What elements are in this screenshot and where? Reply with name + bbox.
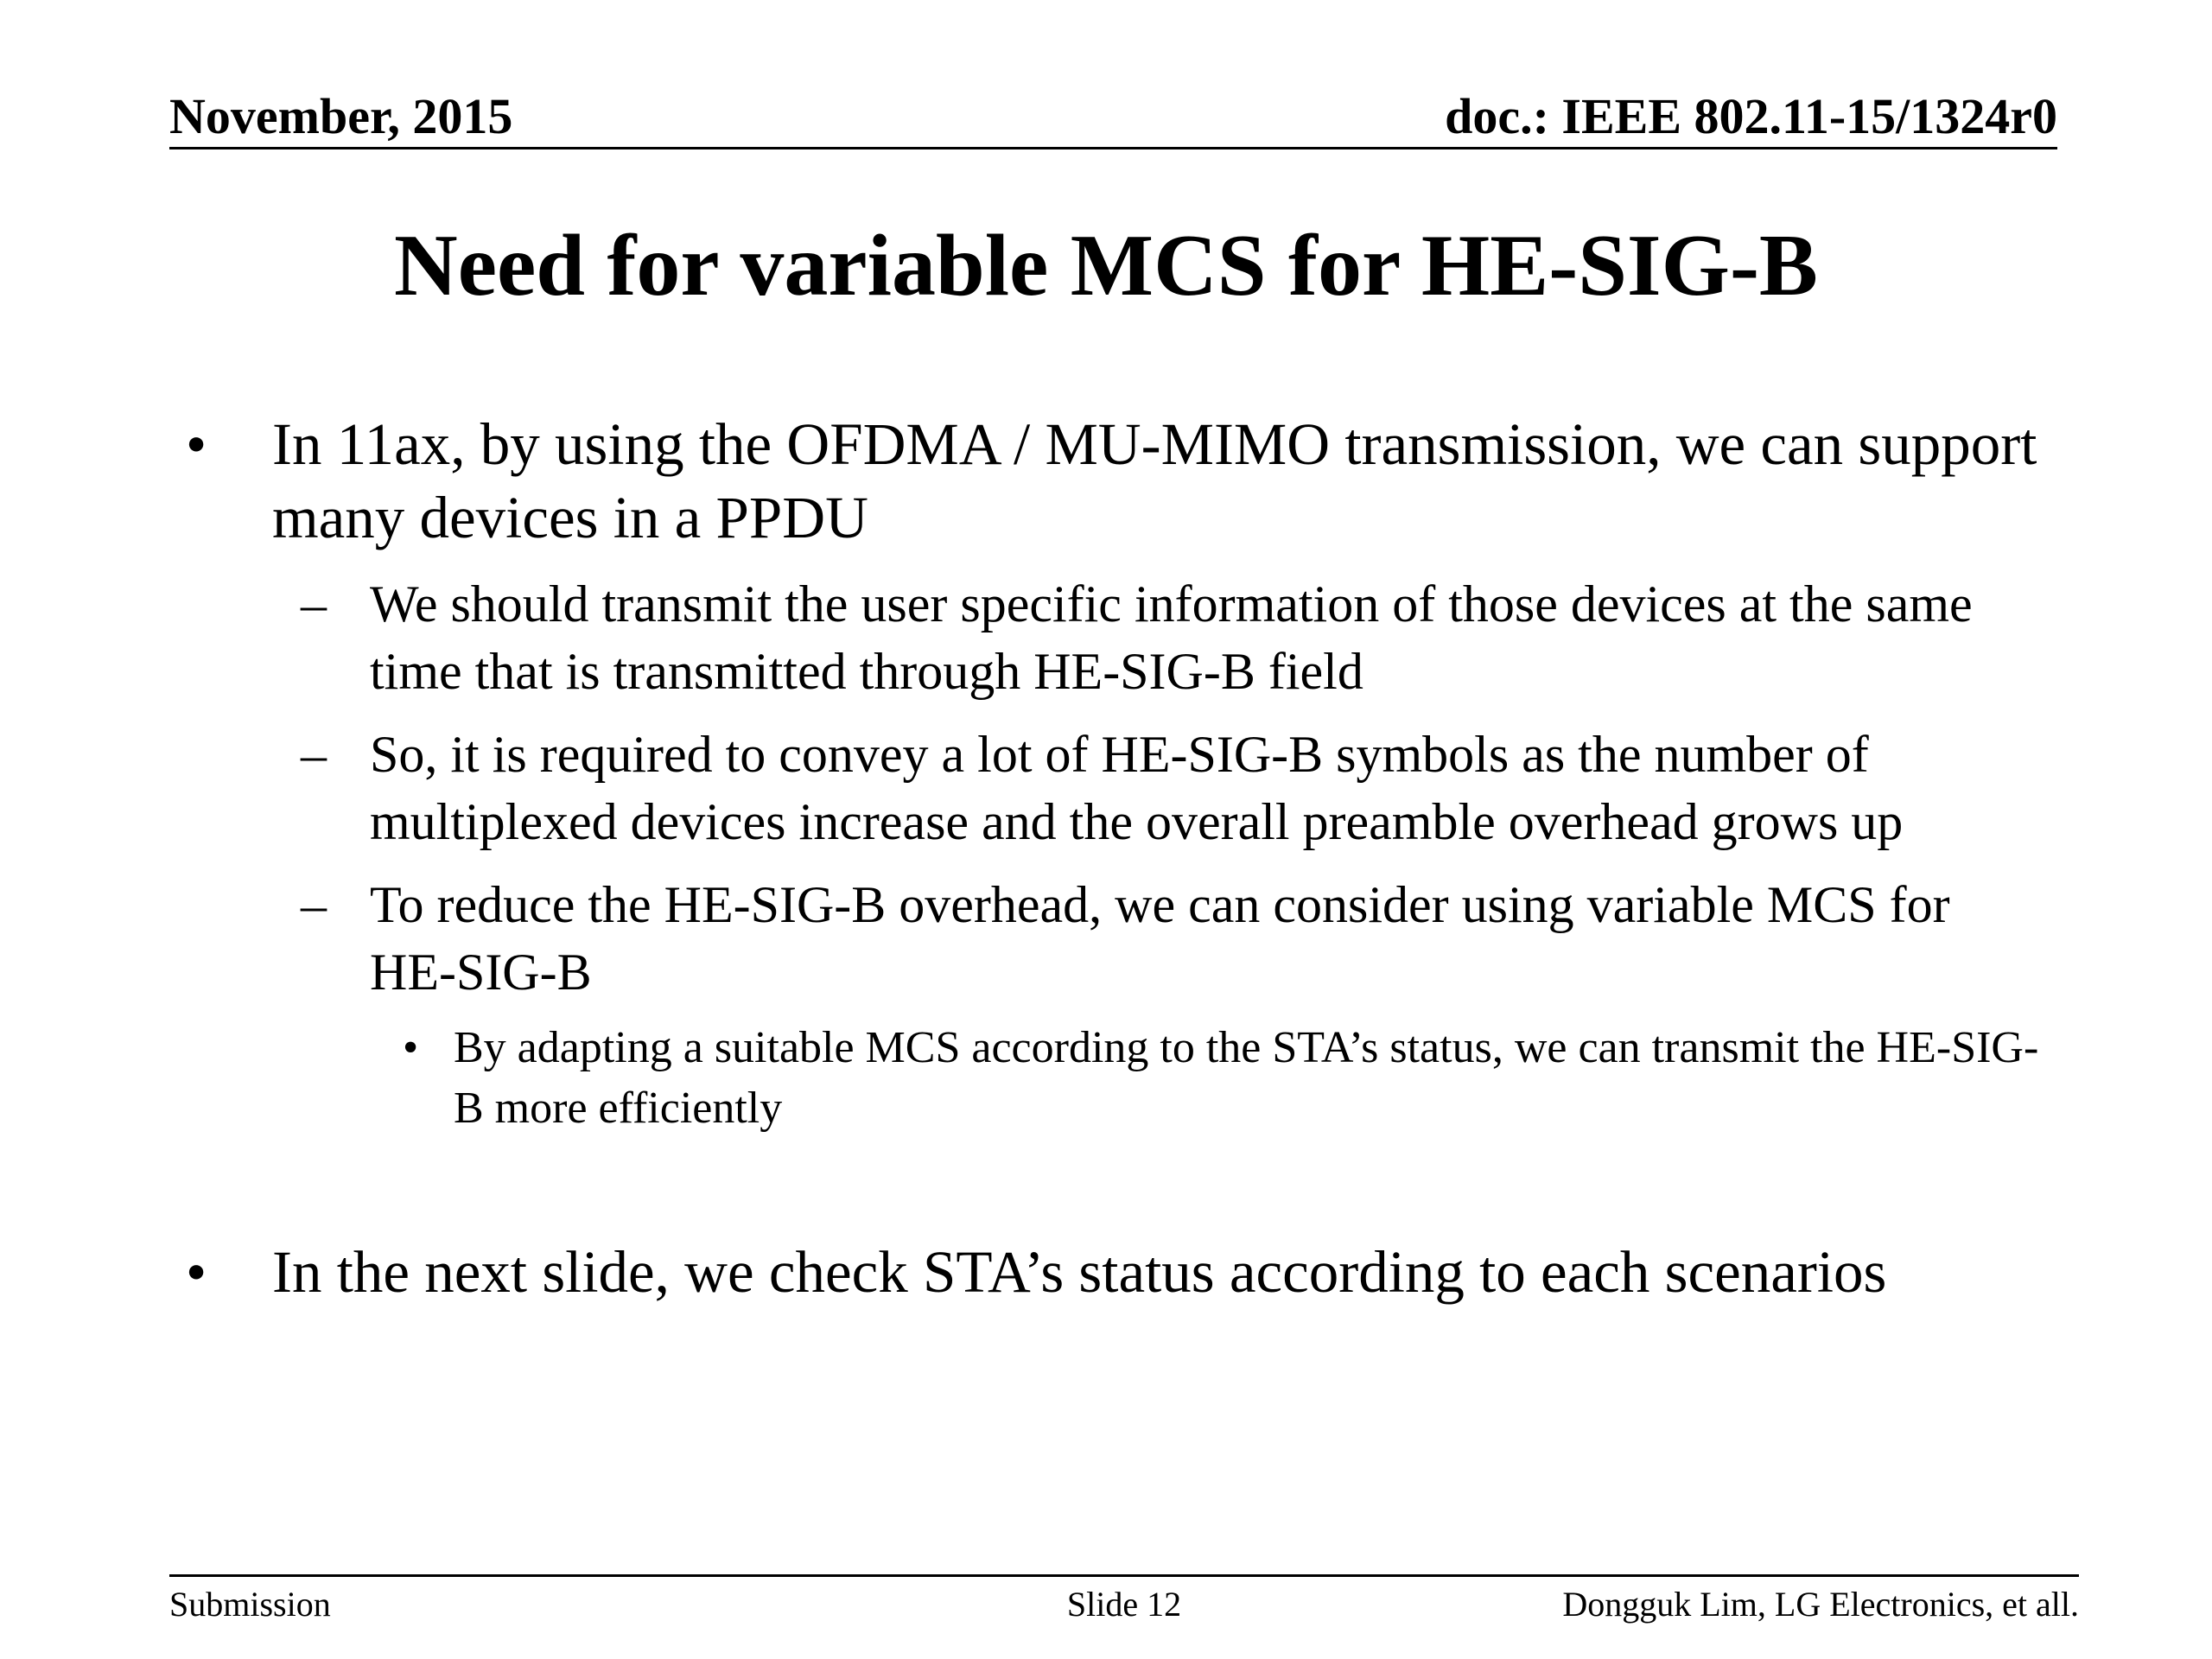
sub-sub-bullet-marker: • <box>403 1023 419 1072</box>
footer-slide-number: Slide 12 <box>1066 1585 1182 1624</box>
slide-footer <box>169 1574 2079 1629</box>
header-doc-id: doc.: IEEE 802.11-15/1324r0 <box>1445 88 2057 144</box>
sub-sub-bullet-text: By adapting a suitable MCS according to the STA’s status, we can transmit the HE-SIG-B more efficiently <box>454 1023 2039 1133</box>
slide-header <box>169 86 2057 149</box>
sub-bullet-marker: – <box>301 575 327 632</box>
sub-bullet-text: We should transmit the user specific information of those devices at the same time that is transmitted through HE-SIG-B field <box>370 575 1973 700</box>
sub-bullet-marker: – <box>301 876 327 933</box>
sub-bullet-text: So, it is required to convey a lot of HE-SIG-B symbols as the number of multiplexed devices increase and the overall preamble overhead grows up <box>370 726 1904 850</box>
bullet-text: In the next slide, we check STA’s status according to each scenarios <box>272 1239 1887 1305</box>
footer-authors: Dongguk Lim, LG Electronics, et all. <box>1562 1585 2079 1624</box>
bullet-text: In 11ax, by using the OFDMA / MU-MIMO transmission, we can support many devices in a PPDU <box>272 411 2037 550</box>
slide-title: Need for variable MCS for HE-SIG-B <box>394 217 1818 315</box>
sub-bullet-text: To reduce the HE-SIG-B overhead, we can consider using variable MCS for HE-SIG-B <box>370 876 1950 1001</box>
header-date: November, 2015 <box>169 88 513 144</box>
bullet-marker: • <box>186 1239 207 1305</box>
sub-bullet-marker: – <box>301 726 327 783</box>
footer-submission: Submission <box>169 1585 331 1624</box>
bullet-marker: • <box>186 411 207 477</box>
